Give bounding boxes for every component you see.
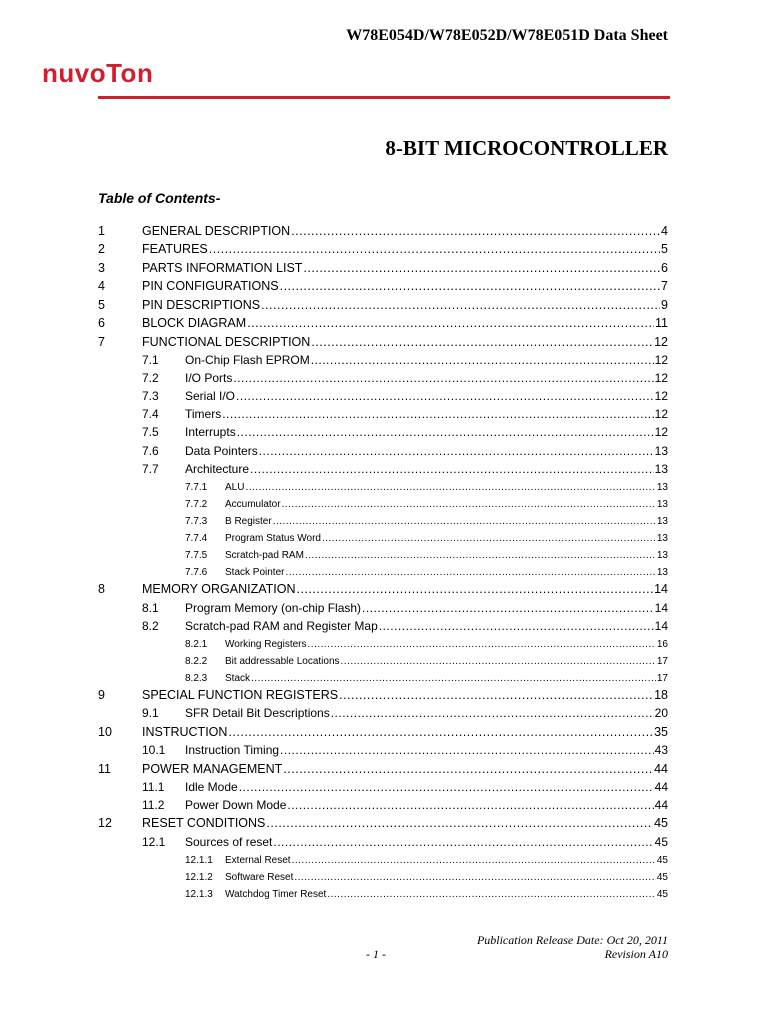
- toc-entry[interactable]: [98, 330, 668, 349]
- toc-dot-leader: [308, 639, 656, 650]
- toc-entry-page: 17: [656, 655, 668, 667]
- toc-entry[interactable]: [98, 615, 668, 633]
- toc-entry-page: 13: [656, 566, 668, 578]
- toc-entry-title: Architecture: [185, 461, 250, 476]
- toc-dot-leader: [303, 261, 660, 275]
- toc-entry-page: 44: [654, 779, 668, 794]
- toc-dot-leader: [327, 889, 656, 900]
- toc-entry[interactable]: [98, 275, 668, 294]
- toc-entry-number: 12.1.3: [185, 888, 213, 900]
- toc-entry[interactable]: [98, 458, 668, 476]
- toc-entry-number: 7.6: [142, 443, 159, 458]
- toc-entry-page: 12: [654, 407, 668, 422]
- toc-entry-title: MEMORY ORGANIZATION: [142, 582, 296, 597]
- toc-entry[interactable]: [98, 720, 668, 739]
- toc-entry-number: 7.7.1: [185, 481, 208, 493]
- toc-entry-title: Program Status Word: [225, 532, 321, 544]
- toc-dot-leader: [239, 780, 654, 794]
- toc-dot-leader: [250, 462, 654, 476]
- toc-entry-page: 13: [654, 461, 668, 476]
- toc-dot-leader: [297, 582, 654, 596]
- toc-entry-number: 7.7.4: [185, 532, 208, 544]
- toc-dot-leader: [261, 298, 660, 312]
- toc-entry[interactable]: [98, 385, 668, 403]
- toc-entry-number: 5: [98, 297, 105, 312]
- toc-entry-number: 10: [98, 724, 112, 739]
- toc-entry-page: 12: [654, 389, 668, 404]
- toc-entry-page: 35: [654, 724, 668, 739]
- toc-entry-number: 7: [98, 334, 105, 349]
- toc-entry[interactable]: [98, 702, 668, 720]
- toc-entry-page: 7: [661, 279, 668, 293]
- toc-entry[interactable]: [98, 883, 668, 900]
- toc-entry-number: 8.2.2: [185, 655, 208, 667]
- toc-entry-title: Serial I/O: [185, 389, 236, 404]
- toc-entry-page: 14: [654, 600, 668, 615]
- toc-entry[interactable]: [98, 219, 668, 238]
- toc-entry[interactable]: [98, 312, 668, 331]
- revision-label: Revision A10: [604, 947, 668, 961]
- toc-entry-page: 45: [656, 854, 668, 866]
- toc-dot-leader: [247, 316, 654, 330]
- toc-entry-title: Accumulator: [225, 498, 281, 510]
- toc-entry-number: 9: [98, 688, 105, 703]
- toc-entry[interactable]: [98, 256, 668, 275]
- toc-dot-leader: [294, 872, 656, 883]
- toc-entry-title: GENERAL DESCRIPTION: [142, 223, 291, 238]
- toc-entry-number: 9.1: [142, 706, 159, 721]
- toc-entry[interactable]: [98, 812, 668, 831]
- toc-entry-title: POWER MANAGEMENT: [142, 761, 283, 776]
- toc-entry-number: 7.4: [142, 407, 159, 422]
- toc-dot-leader: [341, 656, 656, 667]
- toc-entry-page: 12: [654, 352, 668, 367]
- toc-entry-title: B Register: [225, 515, 272, 527]
- toc-entry[interactable]: [98, 739, 668, 757]
- toc-entry-title: Stack Pointer: [225, 566, 285, 578]
- toc-entry[interactable]: [98, 421, 668, 439]
- toc-entry-title: Scratch-pad RAM: [225, 549, 304, 561]
- toc-entry-page: 11: [655, 316, 668, 330]
- toc-entry-title: Working Registers: [225, 638, 307, 650]
- toc-dot-leader: [339, 688, 653, 702]
- toc-entry-title: Data Pointers: [185, 443, 258, 458]
- toc-dot-leader: [305, 550, 656, 561]
- toc-entry-number: 8.2: [142, 618, 159, 633]
- toc-entry-page: 45: [654, 834, 668, 849]
- toc-entry[interactable]: [98, 238, 668, 257]
- toc-entry-number: 7.7.6: [185, 566, 208, 578]
- toc-entry[interactable]: [98, 650, 668, 667]
- toc-entry[interactable]: [98, 527, 668, 544]
- toc-entry-title: Power Down Mode: [185, 797, 287, 812]
- toc-entry-page: 13: [656, 498, 668, 510]
- toc-entry-title: SPECIAL FUNCTION REGISTERS: [142, 688, 339, 703]
- toc-entry[interactable]: [98, 757, 668, 776]
- toc-entry-number: 4: [98, 279, 105, 293]
- toc-entry-number: 7.7: [142, 461, 159, 476]
- toc-entry-number: 7.1: [142, 352, 159, 367]
- toc-entry-number: 7.7.5: [185, 549, 208, 561]
- toc-dot-leader: [228, 725, 653, 739]
- toc-entry-title: On-Chip Flash EPROM: [185, 352, 310, 367]
- toc-entry-number: 12: [98, 816, 112, 831]
- toc-entry-number: 3: [98, 260, 105, 275]
- toc-entry-number: 8.1: [142, 600, 159, 615]
- toc-entry-page: 20: [654, 706, 668, 721]
- toc-entry[interactable]: [98, 830, 668, 848]
- toc-entry-page: 45: [656, 888, 668, 900]
- toc-dot-leader: [245, 482, 655, 493]
- toc-entry-number: 7.5: [142, 425, 159, 440]
- toc-entry-page: 13: [654, 443, 668, 458]
- toc-entry-number: 11.2: [142, 797, 165, 812]
- toc-entry-title: Program Memory (on-chip Flash): [185, 600, 362, 615]
- toc-entry-number: 11: [98, 761, 111, 776]
- toc-entry-title: Watchdog Timer Reset: [225, 888, 327, 900]
- toc-entry-title: SFR Detail Bit Descriptions: [185, 706, 330, 721]
- toc-entry[interactable]: [98, 849, 668, 866]
- toc-entry[interactable]: [98, 684, 668, 703]
- toc-entry-title: Software Reset: [225, 871, 294, 883]
- toc-entry-number: 7.7.2: [185, 498, 208, 510]
- toc-entry-page: 13: [656, 549, 668, 561]
- toc-entry-number: 12.1: [142, 834, 166, 849]
- toc-entry-page: 9: [661, 297, 668, 312]
- toc-entry-number: 12.1.1: [185, 854, 213, 866]
- toc-entry-page: 44: [654, 797, 668, 812]
- toc-entry-page: 6: [661, 260, 668, 275]
- toc-dot-leader: [259, 444, 654, 458]
- toc-entry[interactable]: [98, 493, 668, 510]
- toc-entry-page: 16: [656, 638, 668, 650]
- toc-entry[interactable]: [98, 293, 668, 312]
- toc-entry-page: 13: [656, 515, 668, 527]
- toc-dot-leader: [266, 816, 653, 830]
- toc-entry-number: 6: [98, 316, 105, 330]
- toc-entry-title: Interrupts: [185, 425, 236, 440]
- toc-entry-title: FUNCTIONAL DESCRIPTION: [142, 334, 311, 349]
- toc-entry-number: 8.2.1: [185, 638, 208, 650]
- toc-dot-leader: [292, 855, 656, 866]
- toc-entry[interactable]: [98, 510, 668, 527]
- toc-entry-title: BLOCK DIAGRAM: [142, 316, 247, 330]
- toc-entry-title: INSTRUCTION: [142, 724, 228, 739]
- toc-dot-leader: [322, 533, 656, 544]
- toc-entry[interactable]: [98, 403, 668, 421]
- toc-dot-leader: [273, 835, 653, 849]
- toc-entry-page: 12: [654, 370, 668, 385]
- toc-entry-page: 12: [654, 425, 668, 440]
- toc-entry[interactable]: [98, 667, 668, 684]
- toc-entry-title: Sources of reset: [185, 834, 273, 849]
- toc-entry-page: 13: [656, 532, 668, 544]
- toc-heading: Table of Contents-: [98, 190, 221, 206]
- toc-entry-page: 44: [654, 761, 668, 776]
- toc-entry-page: 17: [656, 672, 668, 684]
- toc-dot-leader: [273, 516, 656, 527]
- toc-entry-page: 4: [661, 223, 668, 238]
- toc-dot-leader: [209, 242, 660, 256]
- toc-entry[interactable]: [98, 633, 668, 650]
- toc-entry-number: 8.2.3: [185, 672, 208, 684]
- toc-entry-number: 7.3: [142, 389, 159, 404]
- toc-entry-title: RESET CONDITIONS: [142, 816, 266, 831]
- nuvoton-logo: nuvoTon: [42, 58, 154, 88]
- toc-dot-leader: [280, 279, 660, 293]
- toc-dot-leader: [236, 389, 654, 403]
- toc-entry-title: FEATURES: [142, 242, 208, 256]
- toc-entry-number: 1: [98, 223, 105, 238]
- toc-entry[interactable]: [98, 561, 668, 578]
- toc-entry-title: PIN DESCRIPTIONS: [142, 297, 261, 312]
- document-title: W78E054D/W78E052D/W78E051D Data Sheet: [346, 27, 668, 44]
- toc-entry-title: External Reset: [225, 854, 291, 866]
- toc-entry-number: 11.1: [142, 779, 165, 794]
- toc-entry-title: Instruction Timing: [185, 743, 280, 758]
- toc-dot-leader: [379, 619, 654, 633]
- toc-entry-page: 43: [654, 743, 668, 758]
- toc-entry-page: 5: [661, 242, 668, 256]
- toc-dot-leader: [282, 499, 656, 510]
- header-divider: [98, 96, 670, 99]
- table-of-contents: [98, 219, 668, 900]
- toc-entry-title: Idle Mode: [185, 779, 238, 794]
- toc-dot-leader: [311, 335, 653, 349]
- toc-entry[interactable]: [98, 544, 668, 561]
- publication-release-date: Publication Release Date: Oct 20, 2011: [476, 933, 668, 947]
- toc-entry-page: 45: [654, 816, 668, 831]
- toc-entry[interactable]: [98, 439, 668, 457]
- toc-entry-title: ALU: [225, 481, 245, 493]
- toc-entry-title: Scratch-pad RAM and Register Map: [185, 618, 378, 633]
- toc-entry-page: 13: [656, 481, 668, 493]
- toc-entry-number: 12.1.2: [185, 871, 213, 883]
- toc-entry[interactable]: [98, 476, 668, 493]
- toc-entry-page: 18: [654, 688, 668, 703]
- toc-entry-page: 12: [654, 334, 668, 349]
- toc-entry-title: PIN CONFIGURATIONS: [142, 279, 279, 293]
- toc-dot-leader: [362, 601, 654, 615]
- toc-dot-leader: [251, 673, 656, 684]
- toc-entry[interactable]: [98, 776, 668, 794]
- toc-entry-page: 14: [654, 582, 668, 597]
- toc-entry-title: Bit addressable Locations: [225, 655, 340, 667]
- toc-entry-title: Timers: [185, 407, 222, 422]
- toc-entry[interactable]: [98, 578, 668, 597]
- toc-entry-number: 8: [98, 582, 105, 597]
- toc-entry[interactable]: [98, 596, 668, 614]
- toc-entry-title: PARTS INFORMATION LIST: [142, 260, 303, 275]
- toc-entry-number: 7.7.3: [185, 515, 208, 527]
- toc-dot-leader: [311, 353, 654, 367]
- page-number: - 1 -: [366, 947, 386, 961]
- toc-dot-leader: [287, 798, 653, 812]
- toc-entry-number: 7.2: [142, 370, 159, 385]
- toc-dot-leader: [283, 762, 653, 776]
- toc-entry-page: 14: [654, 618, 668, 633]
- page-title: 8-BIT MICROCONTROLLER: [385, 136, 668, 160]
- toc-entry[interactable]: [98, 794, 668, 812]
- toc-entry-title: I/O Ports: [185, 370, 233, 385]
- toc-dot-leader: [331, 706, 654, 720]
- toc-dot-leader: [285, 567, 655, 578]
- toc-entry[interactable]: [98, 866, 668, 883]
- toc-entry[interactable]: [98, 367, 668, 385]
- toc-dot-leader: [280, 743, 654, 757]
- toc-dot-leader: [291, 224, 660, 238]
- toc-dot-leader: [237, 425, 654, 439]
- toc-entry-title: Stack: [225, 672, 251, 684]
- toc-dot-leader: [233, 371, 653, 385]
- toc-entry-number: 10.1: [142, 743, 166, 758]
- toc-entry-page: 45: [656, 871, 668, 883]
- toc-entry-number: 2: [98, 242, 105, 256]
- toc-dot-leader: [222, 407, 653, 421]
- toc-entry[interactable]: [98, 349, 668, 367]
